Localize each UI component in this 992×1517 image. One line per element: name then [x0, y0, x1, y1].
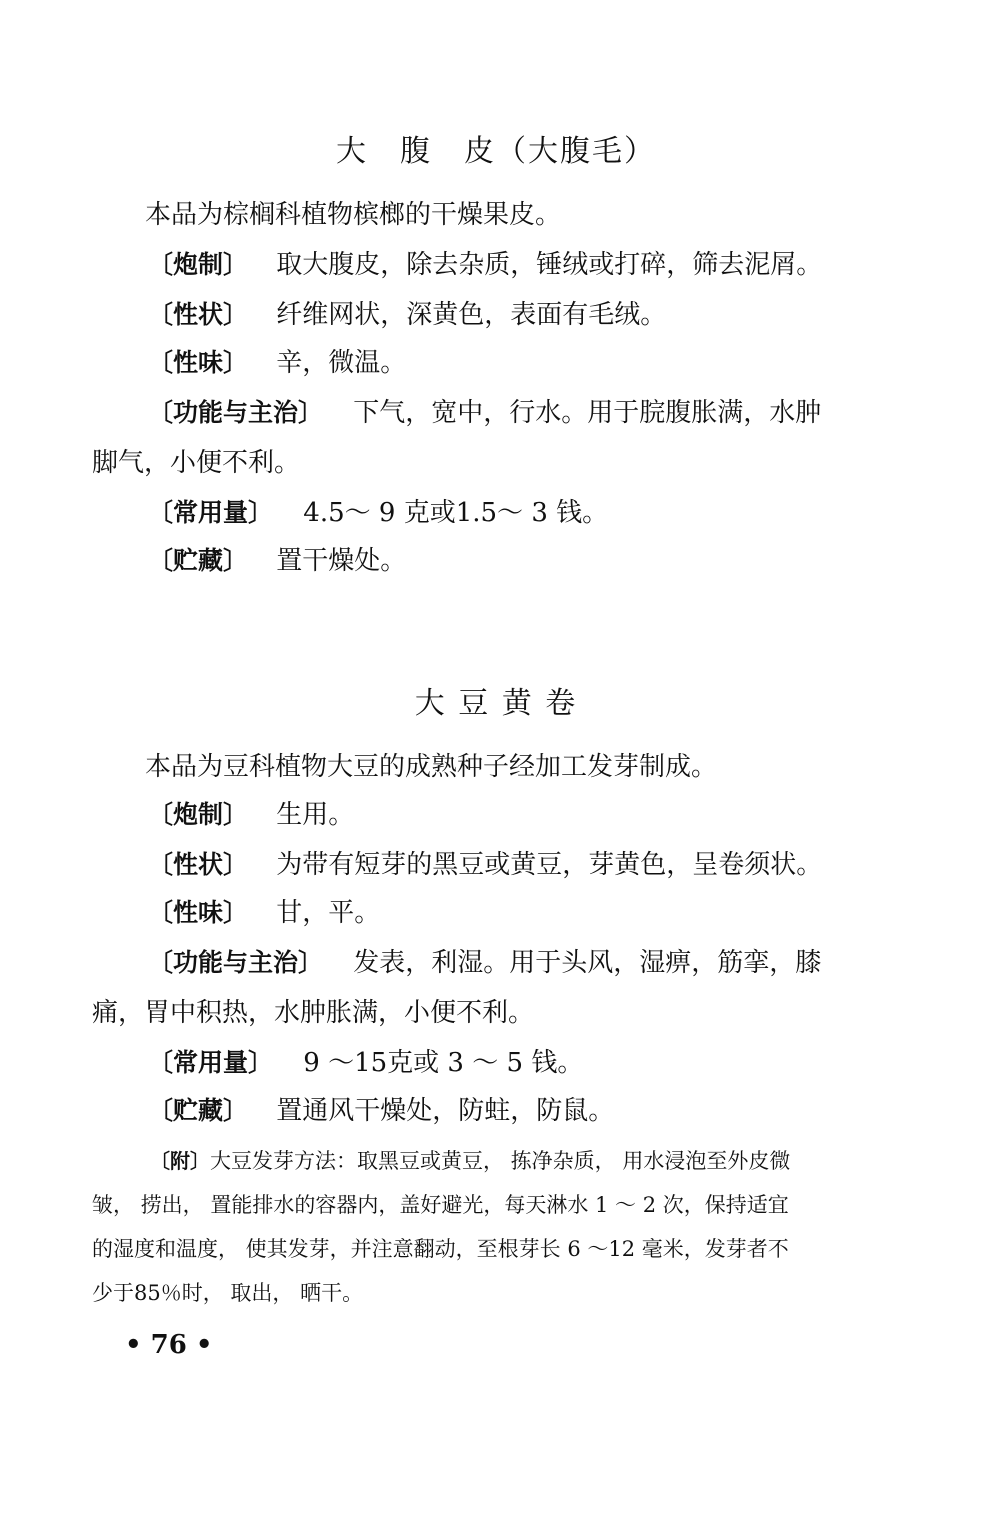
dosage-text: 9 ～15克或 3 ～ 5 钱。	[303, 1048, 584, 1078]
taste-entry	[148, 896, 380, 930]
processing-entry	[148, 248, 822, 282]
properties-text: 纤维网状，深黄色，表面有毛绒。	[276, 300, 667, 330]
dosage-label: 〔常用量〕	[148, 498, 274, 527]
taste-text: 辛，微温。	[276, 348, 407, 378]
properties-entry	[148, 848, 822, 882]
appendix-text-line1: 大豆发芽方法：取黑豆或黄豆， 拣净杂质， 用水浸泡至外皮微	[210, 1149, 791, 1173]
appendix-text-line3: 的湿度和温度， 使其发芽，并注意翻动，至根芽长 6 ～12 毫米，发芽者不	[92, 1237, 789, 1261]
processing-text: 取大腹皮，除去杂质，锤绒或打碎，筛去泥屑。	[276, 250, 823, 280]
section-intro: 本品为豆科植物大豆的成熟种子经加工发芽制成。	[145, 752, 718, 782]
storage-label: 〔贮藏〕	[148, 1096, 249, 1125]
properties-entry	[148, 298, 666, 332]
storage-entry	[148, 544, 406, 578]
appendix-line1	[150, 1146, 790, 1176]
section-title-dadouhuangjuan: 大 豆 黄 卷	[414, 686, 578, 721]
storage-label: 〔贮藏〕	[148, 546, 249, 575]
processing-text: 生用。	[276, 800, 355, 830]
storage-text: 置通风干燥处，防蛀，防鼠。	[276, 1096, 615, 1126]
appendix-text-line2: 皱， 捞出， 置能排水的容器内，盖好避光，每天淋水 1 ～ 2 次，保持适宜	[92, 1193, 789, 1217]
functions-text-line1: 发表，利湿。用于头风，湿痹，筋挛，膝	[353, 948, 822, 978]
functions-entry	[148, 396, 821, 430]
functions-label: 〔功能与主治〕	[148, 398, 324, 427]
page-number: • 76 •	[125, 1330, 213, 1360]
functions-label: 〔功能与主治〕	[148, 948, 324, 977]
section-title-dafupi: 大 腹 皮（大腹毛）	[336, 134, 656, 169]
appendix-text-line4: 少于85％时， 取出， 晒干。	[92, 1281, 364, 1305]
taste-label: 〔性味〕	[148, 898, 249, 927]
functions-entry	[148, 946, 821, 980]
dosage-entry	[148, 496, 608, 530]
taste-label: 〔性味〕	[148, 348, 249, 377]
functions-text-line2: 脚气，小便不利。	[92, 448, 301, 478]
storage-entry	[148, 1094, 614, 1128]
properties-text: 为带有短芽的黑豆或黄豆，芽黄色，呈卷须状。	[276, 850, 823, 880]
properties-label: 〔性状〕	[148, 300, 249, 329]
properties-label: 〔性状〕	[148, 850, 249, 879]
appendix-label: 〔附〕	[150, 1149, 210, 1173]
section-intro: 本品为棕榈科植物槟榔的干燥果皮。	[145, 200, 562, 230]
processing-entry	[148, 798, 354, 832]
processing-label: 〔炮制〕	[148, 800, 249, 829]
storage-text: 置干燥处。	[276, 546, 407, 576]
processing-label: 〔炮制〕	[148, 250, 249, 279]
dosage-entry	[148, 1046, 583, 1080]
taste-entry	[148, 346, 406, 380]
functions-text-line1: 下气，宽中，行水。用于脘腹胀满，水肿	[353, 398, 822, 428]
dosage-text: 4.5～ 9 克或1.5～ 3 钱。	[303, 498, 609, 528]
dosage-label: 〔常用量〕	[148, 1048, 274, 1077]
taste-text: 甘，平。	[276, 898, 381, 928]
functions-text-line2: 痛，胃中积热，水肿胀满，小便不利。	[92, 998, 535, 1028]
